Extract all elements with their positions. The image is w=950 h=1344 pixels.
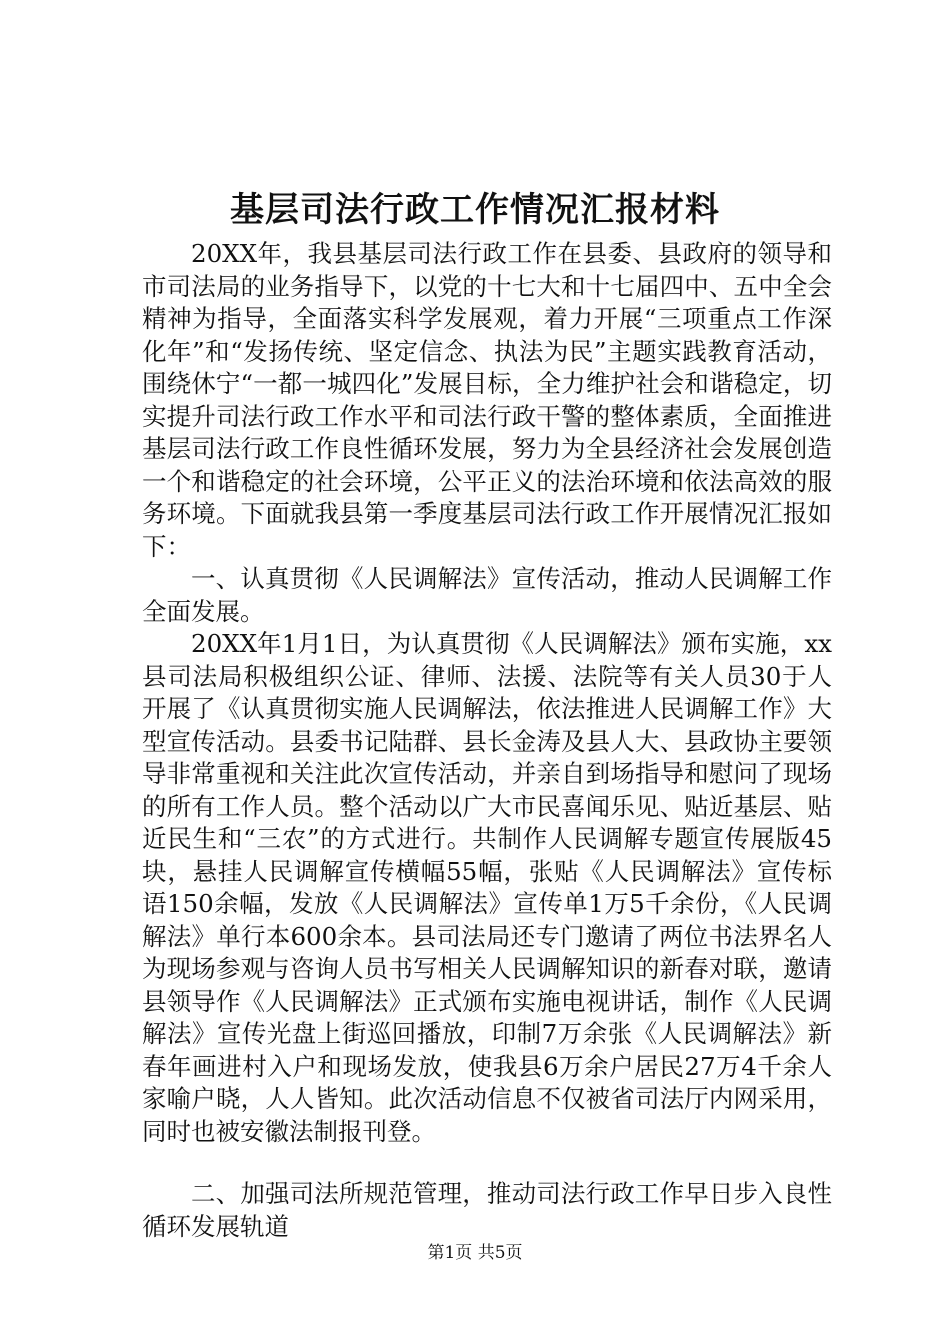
intro-paragraph: 20XX年，我县基层司法行政工作在县委、县政府的领导和市司法局的业务指导下，以党的十七大和十七届四中、五中全会精神为指导，全面落实科学发展观，着力开展“三项重点工作深化年”和“发扬传统、坚定信念、执法为民”主题实践教育活动，围绕休宁“一都一城四化”发展目标，全力维护社会和谐稳定，切实提升司法行政工作水平和司法行政干警的整体素质，全面推进基层司法行政工作良性循环发展，努力为全县经济社会发展创造一个和谐稳定的社会环境，公平正义的法治环境和依法高效的服务环境。下面就我县第一季度基层司法行政工作开展情况汇报如下： bbox=[142, 239, 832, 561]
document-title: 基层司法行政工作情况汇报材料 bbox=[230, 190, 720, 230]
section-heading-1: 一、认真贯彻《人民调解法》宣传活动，推动人民调解工作全面发展。 bbox=[142, 564, 832, 626]
section-1-paragraph: 20XX年1月1日，为认真贯彻《人民调解法》颁布实施，xx县司法局积极组织公证、律师、法援、法院等有关人员30于人开展了《认真贯彻实施人民调解法，依法推进人民调解工作》大型宣传活动。县委书记陆群、县长金涛及县人大、县政协主要领导非常重视和关注此次宣传活动，并亲自到场指导和慰问了现场的所有工作人员。整个活动以广大市民喜闻乐见、贴近基层、贴近民生和“三农”的方式进行。共制作人民调解专题宣传展版45块，悬挂人民调解宣传横幅55幅，张贴《人民调解法》宣传标语150余幅，发放《人民调解法》宣传单1万5千余份，《人民调解法》单行本600余本。县司法局还专门邀请了两位书法界名人为现场参观与咨询人员书写相关人民调解知识的新春对联，邀请县领导作《人民调解法》正式颁布实施电视讲话，制作《人民调解法》宣传光盘上街巡回播放，印制7万余张《人民调解法》新春年画进村入户和现场发放，使我县6万余户居民27万4千余人家喻户晓，人人皆知。此次活动信息不仅被省司法厅内网采用，同时也被安徽法制报刊登。 bbox=[142, 629, 832, 1146]
document-body bbox=[142, 238, 832, 1243]
page-footer: 第1页 共5页 bbox=[427, 1243, 523, 1263]
section-heading-2: 二、加强司法所规范管理，推动司法行政工作早日步入良性循环发展轨道 bbox=[142, 1179, 832, 1241]
